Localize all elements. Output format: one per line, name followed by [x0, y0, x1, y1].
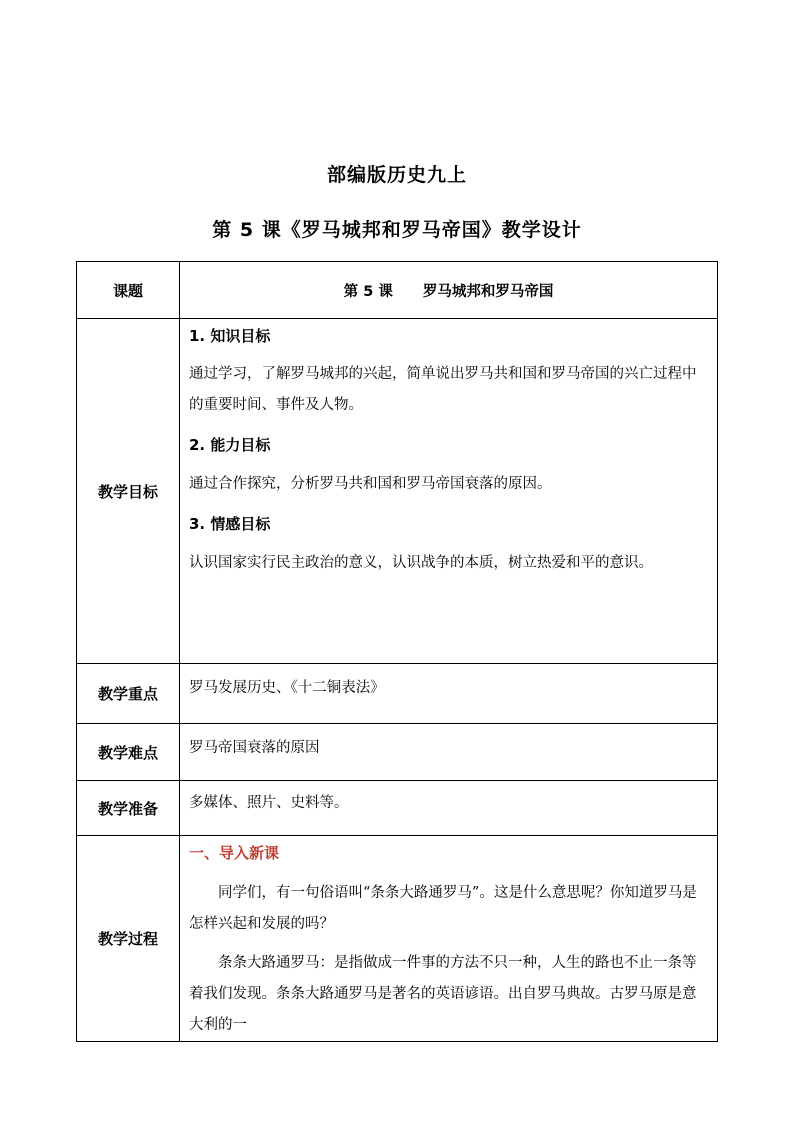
row-topic: [77, 262, 718, 319]
key-points-cell: [180, 664, 718, 724]
row-key-points: [77, 664, 718, 724]
lesson-number: 第 5 课: [343, 283, 393, 300]
preparation-text: 多媒体、照片、史料等。: [189, 795, 349, 811]
knowledge-goal-text: 通过学习，了解罗马城邦的兴起，简单说出罗马共和国和罗马帝国的兴亡过程中的重要时间、事件及人物。: [189, 366, 697, 413]
goals-cell: [180, 319, 718, 664]
label-process: 教学过程: [77, 836, 180, 1042]
doc-subtitle: 第 5 课《罗马城邦和罗马帝国》教学设计: [212, 219, 582, 241]
ability-goal-text: 通过合作探究，分析罗马共和国和罗马帝国衰落的原因。: [189, 476, 552, 492]
intro-section-title: 一、导入新课: [189, 844, 280, 862]
row-preparation: [77, 781, 718, 836]
emotion-goal-text: 认识国家实行民主政治的意义，认识战争的本质，树立热爱和平的意识。: [189, 555, 653, 571]
lesson-title: 罗马城邦和罗马帝国: [422, 283, 554, 300]
row-goals: [77, 319, 718, 664]
ability-goal-title: 2. 能力目标: [189, 436, 271, 454]
emotion-goal-title: 3. 情感目标: [189, 515, 271, 533]
lesson-plan-table: [76, 261, 718, 1042]
knowledge-goal-title: 1. 知识目标: [189, 327, 271, 345]
intro-paragraph-2: 条条大路通罗马：是指做成一件事的方法不只一种，人生的路也不止一条等着我们发现。条条大路通罗马是著名的英语谚语。出自罗马典故。古罗马原是意大利的一: [189, 955, 697, 1033]
intro-paragraph-1: 同学们，有一句俗语叫“条条大路通罗马”。这是什么意思呢？你知道罗马是怎样兴起和发展的吗？: [189, 885, 697, 932]
lesson-title-cell: [180, 262, 718, 319]
label-preparation: 教学准备: [77, 781, 180, 836]
label-difficulties: 教学难点: [77, 724, 180, 781]
key-points-text: 罗马发展历史、《十二铜表法》: [189, 680, 385, 696]
process-cell: [180, 836, 718, 1042]
row-difficulties: [77, 724, 718, 781]
label-goals: 教学目标: [77, 319, 180, 664]
preparation-cell: [180, 781, 718, 836]
label-key-points: 教学重点: [77, 664, 180, 724]
difficulties-cell: [180, 724, 718, 781]
difficulties-text: 罗马帝国衰落的原因: [189, 740, 320, 756]
doc-title: 部编版历史九上: [326, 164, 467, 186]
label-topic: 课题: [77, 262, 180, 319]
row-process: [77, 836, 718, 1042]
